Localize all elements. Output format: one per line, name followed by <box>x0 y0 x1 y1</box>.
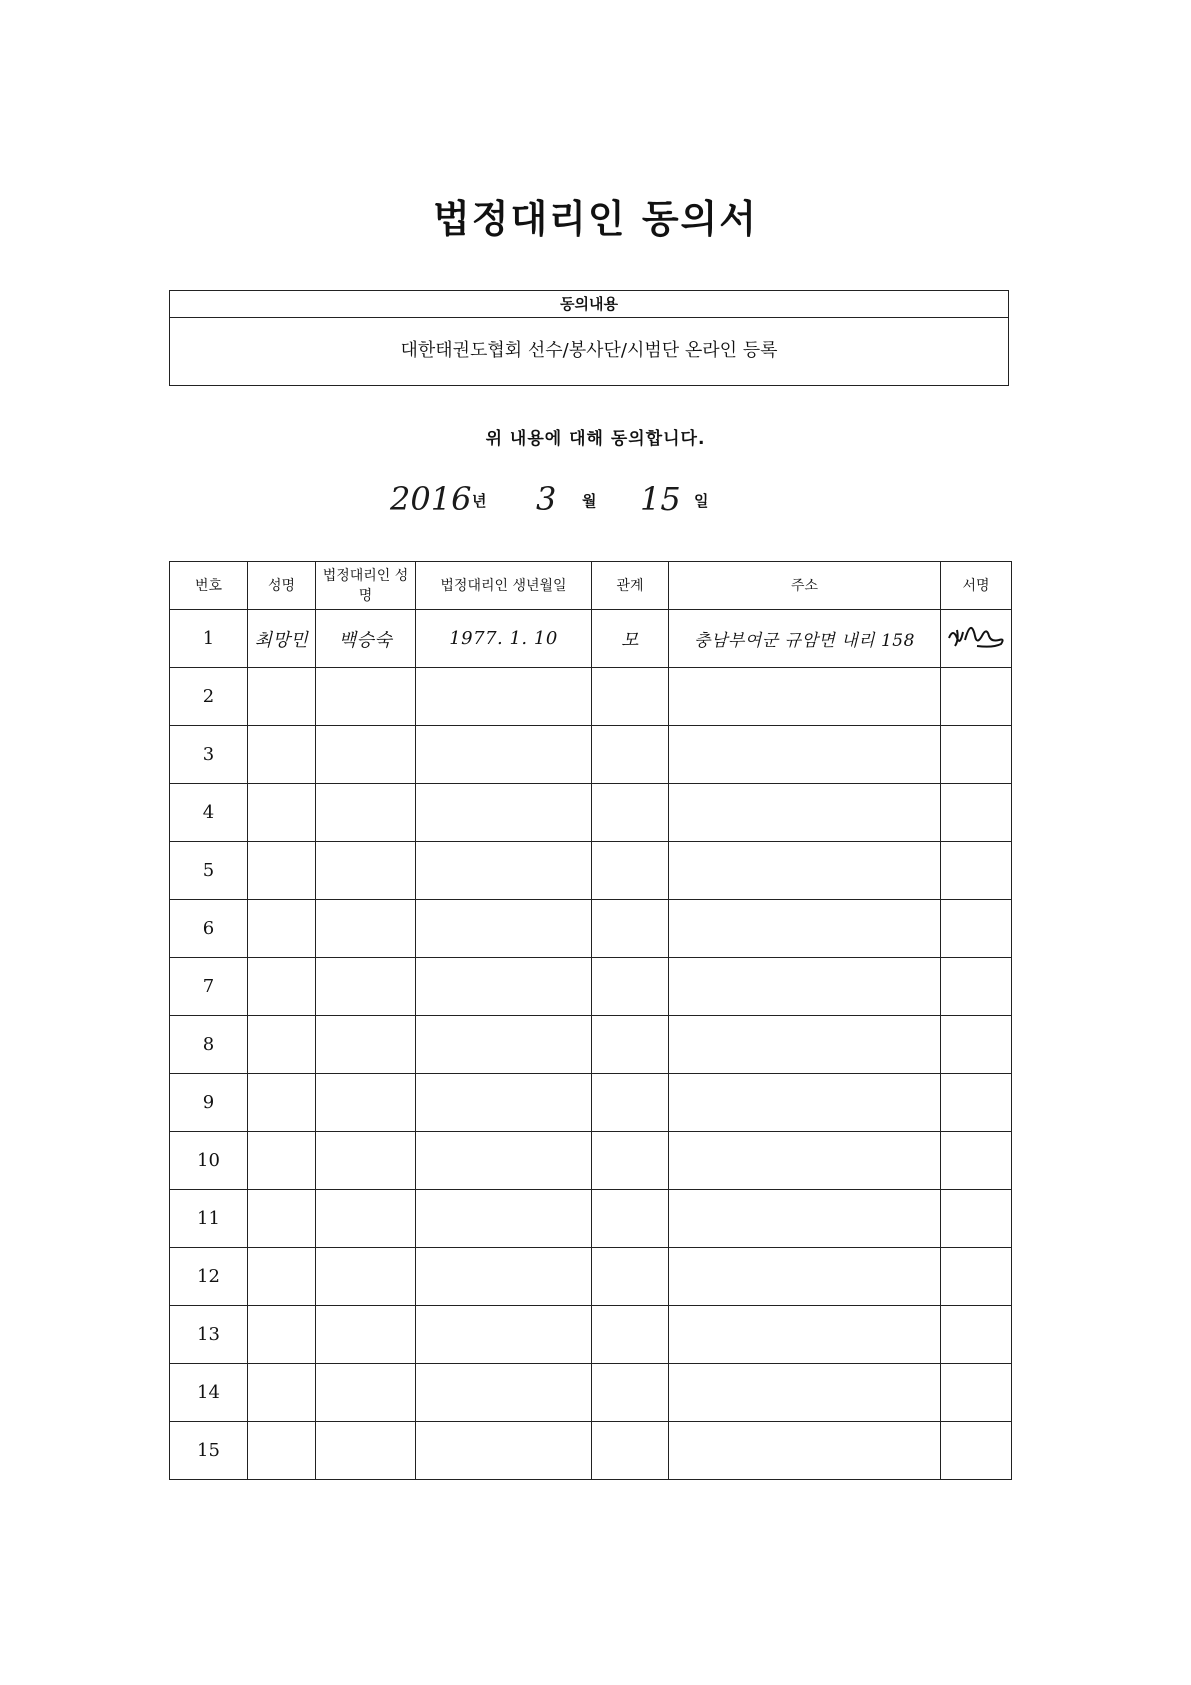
row-number-cell: 4 <box>170 784 248 842</box>
relation-cell <box>592 668 669 726</box>
row-number-cell: 11 <box>170 1190 248 1248</box>
guardian-name-cell <box>316 784 416 842</box>
guardian-dob-cell <box>416 784 592 842</box>
row-number-cell: 2 <box>170 668 248 726</box>
signature-cell <box>941 726 1012 784</box>
guardian-name-cell <box>316 1422 416 1480</box>
date-day-unit: 일 <box>694 492 709 510</box>
guardian-name-cell <box>316 1074 416 1132</box>
table-row <box>170 1074 1012 1132</box>
guardian-name-cell <box>316 1306 416 1364</box>
signature-cell <box>941 1132 1012 1190</box>
row-number-cell: 10 <box>170 1132 248 1190</box>
table-row <box>170 1306 1012 1364</box>
guardian-dob-cell: 1977. 1. 10 <box>416 610 592 668</box>
guardian-name-cell <box>316 668 416 726</box>
date-year-unit: 년 <box>472 492 487 510</box>
guardian-dob-cell <box>416 1306 592 1364</box>
handwritten-signature <box>943 616 1009 661</box>
relation-cell <box>592 1190 669 1248</box>
date-month: 3 <box>536 480 557 518</box>
guardian-dob-cell <box>416 958 592 1016</box>
row-number-cell: 3 <box>170 726 248 784</box>
signature-cell <box>941 1016 1012 1074</box>
agreement-statement: 위 내용에 대해 동의합니다. <box>485 429 706 449</box>
guardian-dob-cell <box>416 1016 592 1074</box>
student-name-cell <box>248 1364 316 1422</box>
guardian-dob-cell <box>416 1132 592 1190</box>
student-name-cell <box>248 1016 316 1074</box>
address-cell: 충남부여군 규암면 내리 158 <box>669 610 941 668</box>
student-name-cell <box>248 668 316 726</box>
date-month-unit: 월 <box>582 492 597 510</box>
address-cell <box>669 726 941 784</box>
address-cell <box>669 784 941 842</box>
header-signature: 서명 <box>941 562 1012 610</box>
signature-cell <box>941 784 1012 842</box>
header-guardian-name: 법정대리인 성명 <box>316 562 416 610</box>
guardian-dob-cell <box>416 726 592 784</box>
table-row <box>170 1248 1012 1306</box>
signature-cell <box>941 1422 1012 1480</box>
table-row <box>170 900 1012 958</box>
address-cell <box>669 1074 941 1132</box>
signature-cell <box>941 610 1012 668</box>
header-name: 성명 <box>248 562 316 610</box>
table-row <box>170 1132 1012 1190</box>
row-number-cell: 7 <box>170 958 248 1016</box>
consent-content-text: 대한태권도협회 선수/봉사단/시범단 온라인 등록 <box>400 340 778 361</box>
address-cell <box>669 668 941 726</box>
relation-cell <box>592 1422 669 1480</box>
address-cell <box>669 842 941 900</box>
address-cell <box>669 1248 941 1306</box>
relation-cell <box>592 1016 669 1074</box>
student-name-cell <box>248 1190 316 1248</box>
student-name-cell <box>248 726 316 784</box>
relation-cell <box>592 1248 669 1306</box>
date-year: 2016 <box>390 480 472 518</box>
signature-cell <box>941 900 1012 958</box>
signing-date <box>390 478 720 528</box>
address-cell <box>669 1364 941 1422</box>
address-cell <box>669 1132 941 1190</box>
address-cell <box>669 958 941 1016</box>
document-title: 법정대리인 동의서 <box>433 197 758 241</box>
guardian-name-cell <box>316 958 416 1016</box>
relation-cell <box>592 958 669 1016</box>
guardian-dob-cell <box>416 1422 592 1480</box>
student-name-cell <box>248 1306 316 1364</box>
guardian-dob-cell <box>416 842 592 900</box>
student-name-cell <box>248 1074 316 1132</box>
address-cell <box>669 1422 941 1480</box>
guardian-dob-cell <box>416 1074 592 1132</box>
relation-cell <box>592 1074 669 1132</box>
row-number-cell: 13 <box>170 1306 248 1364</box>
guardian-dob-cell <box>416 1190 592 1248</box>
guardian-name-cell <box>316 1016 416 1074</box>
guardian-consent-table <box>169 561 1012 1480</box>
signature-cell <box>941 1074 1012 1132</box>
student-name-cell <box>248 958 316 1016</box>
signature-cell <box>941 1248 1012 1306</box>
guardian-name-cell <box>316 1248 416 1306</box>
relation-cell <box>592 1364 669 1422</box>
signature-cell <box>941 842 1012 900</box>
student-name-cell <box>248 784 316 842</box>
header-no: 번호 <box>170 562 248 610</box>
student-name-cell <box>248 900 316 958</box>
date-day: 15 <box>640 480 681 518</box>
relation-cell <box>592 1306 669 1364</box>
student-name-cell: 최망민 <box>248 610 316 668</box>
student-name-cell <box>248 842 316 900</box>
signature-cell <box>941 1190 1012 1248</box>
guardian-dob-cell <box>416 1364 592 1422</box>
guardian-dob-cell <box>416 1248 592 1306</box>
address-cell <box>669 1190 941 1248</box>
relation-cell <box>592 726 669 784</box>
student-name-cell <box>248 1132 316 1190</box>
relation-cell <box>592 842 669 900</box>
header-relation: 관계 <box>592 562 669 610</box>
row-number-cell: 1 <box>170 610 248 668</box>
consent-content-box <box>169 290 1009 386</box>
table-row <box>170 842 1012 900</box>
address-cell <box>669 900 941 958</box>
table-row <box>170 784 1012 842</box>
address-cell <box>669 1306 941 1364</box>
guardian-name-cell: 백승숙 <box>316 610 416 668</box>
relation-cell: 모 <box>592 610 669 668</box>
relation-cell <box>592 1132 669 1190</box>
guardian-name-cell <box>316 842 416 900</box>
consent-content-header: 동의내용 <box>170 291 1008 318</box>
signature-cell <box>941 958 1012 1016</box>
row-number-cell: 9 <box>170 1074 248 1132</box>
row-number-cell: 8 <box>170 1016 248 1074</box>
table-header-row <box>170 562 1012 610</box>
table-row <box>170 1422 1012 1480</box>
table-row <box>170 668 1012 726</box>
row-number-cell: 14 <box>170 1364 248 1422</box>
header-address: 주소 <box>669 562 941 610</box>
signature-cell <box>941 1364 1012 1422</box>
header-guardian-dob: 법정대리인 생년월일 <box>416 562 592 610</box>
table-row <box>170 1364 1012 1422</box>
table-row <box>170 610 1012 668</box>
table-row <box>170 958 1012 1016</box>
address-cell <box>669 1016 941 1074</box>
guardian-name-cell <box>316 1190 416 1248</box>
table-row <box>170 1190 1012 1248</box>
row-number-cell: 6 <box>170 900 248 958</box>
table-row <box>170 726 1012 784</box>
guardian-dob-cell <box>416 900 592 958</box>
row-number-cell: 12 <box>170 1248 248 1306</box>
student-name-cell <box>248 1422 316 1480</box>
guardian-name-cell <box>316 1364 416 1422</box>
student-name-cell <box>248 1248 316 1306</box>
signature-cell <box>941 668 1012 726</box>
guardian-dob-cell <box>416 668 592 726</box>
relation-cell <box>592 900 669 958</box>
guardian-name-cell <box>316 726 416 784</box>
guardian-name-cell <box>316 900 416 958</box>
relation-cell <box>592 784 669 842</box>
table-row <box>170 1016 1012 1074</box>
row-number-cell: 5 <box>170 842 248 900</box>
signature-cell <box>941 1306 1012 1364</box>
guardian-name-cell <box>316 1132 416 1190</box>
row-number-cell: 15 <box>170 1422 248 1480</box>
